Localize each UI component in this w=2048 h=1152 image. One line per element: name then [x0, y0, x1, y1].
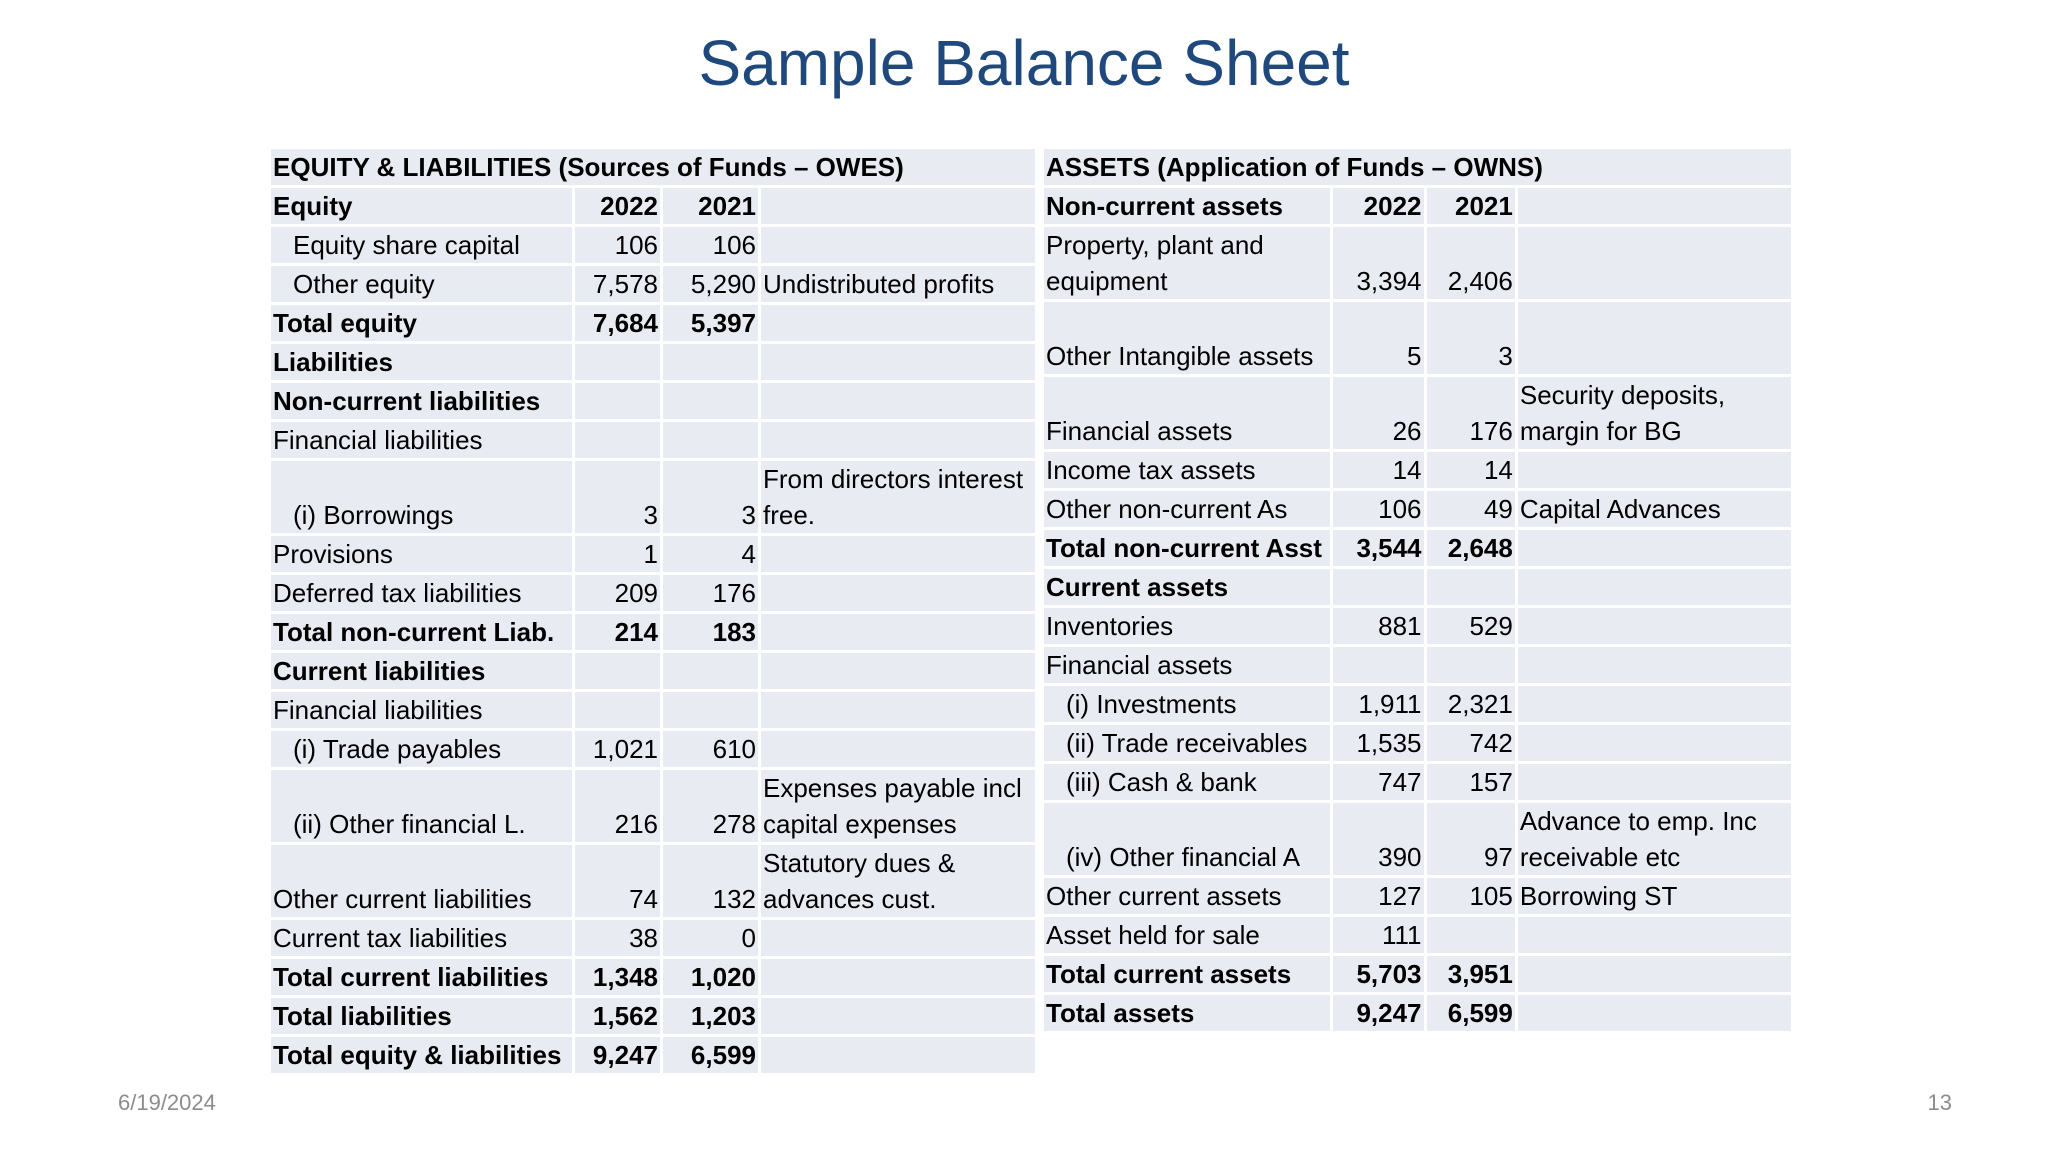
row-note	[761, 1037, 1035, 1073]
table-row	[271, 344, 1035, 380]
table-row	[271, 536, 1035, 572]
value-2022: 14	[1333, 452, 1423, 488]
value-2022: 106	[1333, 491, 1423, 527]
row-label: Current tax liabilities	[271, 920, 572, 956]
value-2021: 176	[663, 575, 758, 611]
row-label: Total equity	[271, 305, 572, 341]
row-label: Provisions	[271, 536, 572, 572]
value-2021: 14	[1427, 452, 1515, 488]
value-2021: 742	[1427, 725, 1515, 761]
row-label: Asset held for sale	[1044, 917, 1330, 953]
value-2021	[1427, 569, 1515, 605]
table-row	[1044, 725, 1791, 761]
row-note	[1518, 227, 1791, 299]
row-note	[1518, 764, 1791, 800]
value-2022: 216	[575, 770, 660, 842]
slide-date: 6/19/2024	[118, 1090, 216, 1115]
row-note: Capital Advances	[1518, 491, 1791, 527]
table-row	[1044, 956, 1791, 992]
row-label: Current liabilities	[271, 653, 572, 689]
value-2022	[575, 653, 660, 689]
row-label: (i) Borrowings	[271, 461, 572, 533]
row-note: Undistributed profits	[761, 266, 1035, 302]
value-2021	[663, 422, 758, 458]
row-note	[761, 614, 1035, 650]
row-note	[1518, 608, 1791, 644]
row-note	[1518, 956, 1791, 992]
row-label: Other current liabilities	[271, 845, 572, 917]
row-label: Inventories	[1044, 608, 1330, 644]
value-2021: 157	[1427, 764, 1515, 800]
table-row	[1044, 377, 1791, 449]
value-2021: 132	[663, 845, 758, 917]
table-header-row	[1044, 149, 1791, 185]
table-row	[271, 575, 1035, 611]
row-label: (ii) Trade receivables	[1044, 725, 1330, 761]
row-note	[1518, 686, 1791, 722]
value-2022	[1333, 569, 1423, 605]
row-label: Property, plant and equipment	[1044, 227, 1330, 299]
value-2022: 111	[1333, 917, 1423, 953]
row-note	[1518, 452, 1791, 488]
value-2022: 9,247	[1333, 995, 1423, 1031]
equity-liabilities-heading: EQUITY & LIABILITIES (Sources of Funds – OWES)	[271, 149, 1035, 185]
table-row	[1044, 608, 1791, 644]
value-2021: 278	[663, 770, 758, 842]
value-2021: 2,648	[1427, 530, 1515, 566]
value-2022: 7,684	[575, 305, 660, 341]
row-note: Statutory dues & advances cust.	[761, 845, 1035, 917]
value-2021: 2,406	[1427, 227, 1515, 299]
value-2021: 610	[663, 731, 758, 767]
table-row	[271, 422, 1035, 458]
row-label: Equity share capital	[271, 227, 572, 263]
value-2021: 183	[663, 614, 758, 650]
value-2022: 127	[1333, 878, 1423, 914]
value-2021: 2,321	[1427, 686, 1515, 722]
value-2021: 1,020	[663, 959, 758, 995]
row-note	[761, 998, 1035, 1034]
row-note	[1518, 995, 1791, 1031]
row-label: Financial assets	[1044, 377, 1330, 449]
value-2022	[575, 422, 660, 458]
assets-table	[1041, 146, 1794, 1034]
row-note	[761, 692, 1035, 728]
row-label: Liabilities	[271, 344, 572, 380]
table-row	[1044, 647, 1791, 683]
row-label: Deferred tax liabilities	[271, 575, 572, 611]
value-2021: 6,599	[663, 1037, 758, 1073]
row-label: Total current assets	[1044, 956, 1330, 992]
table-row	[1044, 302, 1791, 374]
row-note	[761, 920, 1035, 956]
table-row	[271, 614, 1035, 650]
value-2021: 176	[1427, 377, 1515, 449]
table-row	[271, 266, 1035, 302]
value-2022: 214	[575, 614, 660, 650]
table-row	[271, 383, 1035, 419]
row-label: Income tax assets	[1044, 452, 1330, 488]
table-header-row	[271, 149, 1035, 185]
value-2022: 26	[1333, 377, 1423, 449]
row-label: (iii) Cash & bank	[1044, 764, 1330, 800]
value-2021: 1,203	[663, 998, 758, 1034]
row-label: Total non-current Asst	[1044, 530, 1330, 566]
value-2021	[663, 383, 758, 419]
table-row	[1044, 803, 1791, 875]
value-2022	[575, 383, 660, 419]
value-2022: 747	[1333, 764, 1423, 800]
row-label: (iv) Other financial A	[1044, 803, 1330, 875]
value-2022: 74	[575, 845, 660, 917]
value-2022: 2022	[1333, 188, 1423, 224]
value-2021: 105	[1427, 878, 1515, 914]
value-2022	[1333, 647, 1423, 683]
table-row	[271, 998, 1035, 1034]
value-2022: 38	[575, 920, 660, 956]
table-row	[1044, 491, 1791, 527]
table-row	[271, 731, 1035, 767]
value-2021: 529	[1427, 608, 1515, 644]
table-row	[1044, 764, 1791, 800]
page-title: Sample Balance Sheet	[698, 27, 1350, 99]
row-note	[761, 344, 1035, 380]
row-note	[761, 188, 1035, 224]
row-note	[1518, 302, 1791, 374]
row-label: (i) Investments	[1044, 686, 1330, 722]
value-2021	[663, 344, 758, 380]
row-note	[761, 227, 1035, 263]
row-label: Financial assets	[1044, 647, 1330, 683]
table-row	[271, 653, 1035, 689]
value-2021: 3	[1427, 302, 1515, 374]
row-label: (i) Trade payables	[271, 731, 572, 767]
value-2022: 1,348	[575, 959, 660, 995]
table-row	[271, 692, 1035, 728]
value-2021: 5,290	[663, 266, 758, 302]
table-row	[271, 845, 1035, 917]
table-row	[271, 959, 1035, 995]
row-label: Financial liabilities	[271, 422, 572, 458]
row-label: Other non-current As	[1044, 491, 1330, 527]
row-label: Current assets	[1044, 569, 1330, 605]
row-label: Total assets	[1044, 995, 1330, 1031]
table-row	[1044, 452, 1791, 488]
value-2022: 3,544	[1333, 530, 1423, 566]
table-row	[1044, 569, 1791, 605]
table-row	[271, 227, 1035, 263]
row-note: Expenses payable incl capital expenses	[761, 770, 1035, 842]
value-2022: 1,562	[575, 998, 660, 1034]
value-2021: 49	[1427, 491, 1515, 527]
table-row	[1044, 686, 1791, 722]
table-row	[1044, 188, 1791, 224]
value-2021: 4	[663, 536, 758, 572]
row-note	[1518, 188, 1791, 224]
table-row	[1044, 227, 1791, 299]
table-row	[1044, 995, 1791, 1031]
value-2022: 1,911	[1333, 686, 1423, 722]
table-row	[271, 920, 1035, 956]
value-2021: 3,951	[1427, 956, 1515, 992]
value-2021	[663, 653, 758, 689]
value-2022: 1	[575, 536, 660, 572]
table-row	[271, 188, 1035, 224]
row-label: Non-current assets	[1044, 188, 1330, 224]
row-note: Borrowing ST	[1518, 878, 1791, 914]
assets-heading: ASSETS (Application of Funds – OWNS)	[1044, 149, 1791, 185]
value-2022: 3,394	[1333, 227, 1423, 299]
value-2022: 1,021	[575, 731, 660, 767]
row-note	[1518, 569, 1791, 605]
value-2022: 7,578	[575, 266, 660, 302]
row-label: Total equity & liabilities	[271, 1037, 572, 1073]
value-2022: 106	[575, 227, 660, 263]
table-row	[1044, 917, 1791, 953]
row-note	[761, 422, 1035, 458]
table-row	[271, 305, 1035, 341]
row-note: Advance to emp. Inc receivable etc	[1518, 803, 1791, 875]
value-2022	[575, 344, 660, 380]
value-2022: 209	[575, 575, 660, 611]
equity-liabilities-table	[268, 146, 1038, 1076]
table-row	[271, 770, 1035, 842]
row-label: Non-current liabilities	[271, 383, 572, 419]
table-row	[1044, 530, 1791, 566]
row-label: Financial liabilities	[271, 692, 572, 728]
value-2021	[663, 692, 758, 728]
slide-number: 13	[1927, 1090, 1952, 1115]
row-note	[1518, 530, 1791, 566]
table-row	[1044, 878, 1791, 914]
value-2021: 6,599	[1427, 995, 1515, 1031]
value-2021: 106	[663, 227, 758, 263]
row-label: Equity	[271, 188, 572, 224]
row-note	[761, 959, 1035, 995]
row-label: Other Intangible assets	[1044, 302, 1330, 374]
value-2021: 2021	[663, 188, 758, 224]
row-label: (ii) Other financial L.	[271, 770, 572, 842]
table-row	[271, 461, 1035, 533]
row-label: Total non-current Liab.	[271, 614, 572, 650]
value-2022: 9,247	[575, 1037, 660, 1073]
value-2022	[575, 692, 660, 728]
value-2022: 2022	[575, 188, 660, 224]
row-note	[761, 305, 1035, 341]
table-row	[271, 1037, 1035, 1073]
row-note	[1518, 725, 1791, 761]
value-2022: 390	[1333, 803, 1423, 875]
row-note	[761, 383, 1035, 419]
row-label: Total current liabilities	[271, 959, 572, 995]
value-2022: 5,703	[1333, 956, 1423, 992]
row-note	[761, 731, 1035, 767]
row-note: Security deposits, margin for BG	[1518, 377, 1791, 449]
row-note	[761, 653, 1035, 689]
value-2021: 0	[663, 920, 758, 956]
value-2022: 881	[1333, 608, 1423, 644]
row-note	[1518, 647, 1791, 683]
value-2021	[1427, 917, 1515, 953]
row-note	[761, 575, 1035, 611]
value-2021: 3	[663, 461, 758, 533]
row-label: Other current assets	[1044, 878, 1330, 914]
row-label: Total liabilities	[271, 998, 572, 1034]
row-note	[1518, 917, 1791, 953]
value-2022: 3	[575, 461, 660, 533]
value-2021	[1427, 647, 1515, 683]
value-2021: 5,397	[663, 305, 758, 341]
value-2022: 1,535	[1333, 725, 1423, 761]
row-note: From directors interest free.	[761, 461, 1035, 533]
value-2021: 97	[1427, 803, 1515, 875]
value-2021: 2021	[1427, 188, 1515, 224]
value-2022: 5	[1333, 302, 1423, 374]
row-label: Other equity	[271, 266, 572, 302]
row-note	[761, 536, 1035, 572]
